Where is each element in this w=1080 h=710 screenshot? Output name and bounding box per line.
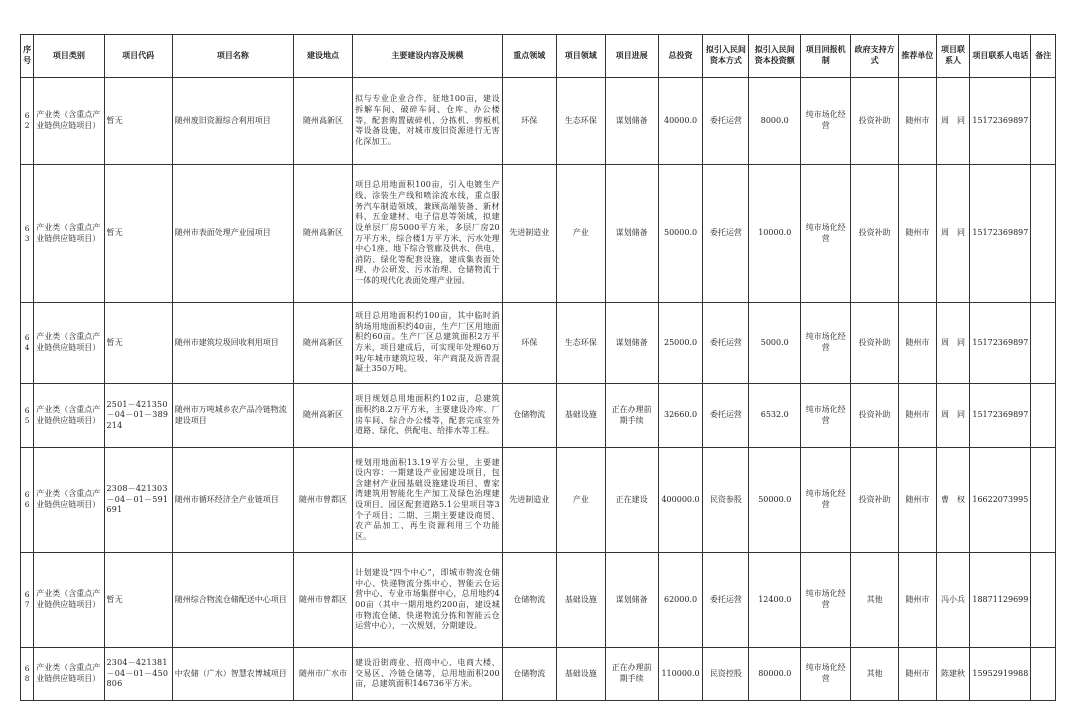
- return-mechanism-cell: 纯市场化经营: [801, 553, 851, 648]
- capital-mode-cell: 委托运营: [703, 303, 749, 384]
- category-cell: 产业类（含重点产业链供应链项目）: [34, 303, 104, 384]
- capital-amount-cell: 80000.0: [749, 648, 801, 701]
- category-cell: 产业类（含重点产业链供应链项目）: [34, 553, 104, 648]
- field-cell: 基础设施: [556, 553, 605, 648]
- table-row: [21, 384, 1056, 448]
- location-cell: 随州市曾都区: [293, 448, 352, 553]
- header-cell: 拟引入民间资本方式: [703, 35, 749, 78]
- header-row: [21, 35, 1056, 78]
- header-cell: 序号: [21, 35, 34, 78]
- total-investment-cell: 50000.0: [658, 165, 703, 303]
- header-cell: 备注: [1031, 35, 1056, 78]
- note-cell: [1031, 448, 1056, 553]
- content-cell: 建设沿街商业、招商中心、电商大楼、交易区、冷链仓储等，总用地面积200亩，总建筑面积146736平方米。: [353, 648, 503, 701]
- content-cell: 项目总用地面积约100亩，其中临时消纳场用地面积约40亩，生产厂区用地面积约60亩。生产厂区总建筑面积2万平方米，项目建成后，可实现年处理60万吨/年城市建筑垃圾、年产商混及沥青混凝土350万吨。: [353, 303, 503, 384]
- project-name-cell: 随州市表面处理产业园项目: [172, 165, 293, 303]
- row-number: 67: [21, 553, 34, 648]
- contact-cell: 周 同: [936, 384, 970, 448]
- header-cell: 主要建设内容及规模: [353, 35, 503, 78]
- header-cell: 项目领域: [556, 35, 605, 78]
- content-cell: 拟与专业企业合作，征地100亩，建设拆解车间、破碎车间、仓库、办公楼等，配套购置破碎机、分拣机、剪板机等设备设施，对城市废旧资源进行无害化深加工。: [353, 78, 503, 165]
- content-cell: 项目规划总用地面积约102亩，总建筑面积约8.2万平方米，主要建设冷库、厂房车间、综合办公楼等，配套完成室外道路、绿化、供配电、给排水等工程。: [353, 384, 503, 448]
- unit-cell: 随州市: [899, 648, 937, 701]
- code-cell: 2308－421303－04－01－591691: [104, 448, 172, 553]
- table-row: [21, 553, 1056, 648]
- unit-cell: 随州市: [899, 78, 937, 165]
- key-field-cell: 环保: [502, 78, 556, 165]
- total-investment-cell: 32660.0: [658, 384, 703, 448]
- unit-cell: 随州市: [899, 303, 937, 384]
- contact-cell: 周 同: [936, 78, 970, 165]
- phone-cell: 15172369897: [970, 78, 1031, 165]
- key-field-cell: 仓储物流: [502, 648, 556, 701]
- key-field-cell: 先进制造业: [502, 165, 556, 303]
- capital-mode-cell: 委托运营: [703, 553, 749, 648]
- header-cell: 建设地点: [293, 35, 352, 78]
- location-cell: 随州高新区: [293, 303, 352, 384]
- row-number: 68: [21, 648, 34, 701]
- key-field-cell: 仓储物流: [502, 553, 556, 648]
- capital-amount-cell: 12400.0: [749, 553, 801, 648]
- header-cell: 项目名称: [172, 35, 293, 78]
- contact-cell: 周 同: [936, 303, 970, 384]
- total-investment-cell: 40000.0: [658, 78, 703, 165]
- category-cell: 产业类（含重点产业链供应链项目）: [34, 648, 104, 701]
- header-cell: 总投资: [658, 35, 703, 78]
- progress-cell: 正在办理前期手续: [605, 384, 658, 448]
- note-cell: [1031, 553, 1056, 648]
- support-cell: 投资补助: [851, 384, 899, 448]
- capital-mode-cell: 民资控股: [703, 648, 749, 701]
- contact-cell: 周 同: [936, 165, 970, 303]
- row-number: 65: [21, 384, 34, 448]
- header-cell: 推荐单位: [899, 35, 937, 78]
- capital-mode-cell: 民资参股: [703, 448, 749, 553]
- header-cell: 项目联系人电话: [970, 35, 1031, 78]
- code-cell: 2501－421350－04－01－389214: [104, 384, 172, 448]
- category-cell: 产业类（含重点产业链供应链项目）: [34, 165, 104, 303]
- project-name-cell: 中农储（广水）智慧农博城项目: [172, 648, 293, 701]
- code-cell: 暂无: [104, 78, 172, 165]
- phone-cell: 15952919988: [970, 648, 1031, 701]
- note-cell: [1031, 165, 1056, 303]
- support-cell: 投资补助: [851, 303, 899, 384]
- progress-cell: 谋划储备: [605, 553, 658, 648]
- header-cell: 项目联系人: [936, 35, 970, 78]
- return-mechanism-cell: 纯市场化经营: [801, 78, 851, 165]
- table-row: [21, 303, 1056, 384]
- field-cell: 基础设施: [556, 384, 605, 448]
- phone-cell: 15172369897: [970, 384, 1031, 448]
- row-number: 66: [21, 448, 34, 553]
- note-cell: [1031, 303, 1056, 384]
- phone-cell: 15172369897: [970, 165, 1031, 303]
- contact-cell: 冯小兵: [936, 553, 970, 648]
- return-mechanism-cell: 纯市场化经营: [801, 303, 851, 384]
- note-cell: [1031, 78, 1056, 165]
- return-mechanism-cell: 纯市场化经营: [801, 648, 851, 701]
- capital-mode-cell: 委托运营: [703, 384, 749, 448]
- project-name-cell: 随州市建筑垃圾回收利用项目: [172, 303, 293, 384]
- code-cell: 2304－421381－04－01－450806: [104, 648, 172, 701]
- total-investment-cell: 62000.0: [658, 553, 703, 648]
- capital-amount-cell: 5000.0: [749, 303, 801, 384]
- category-cell: 产业类（含重点产业链供应链项目）: [34, 78, 104, 165]
- return-mechanism-cell: 纯市场化经营: [801, 165, 851, 303]
- table-row: [21, 648, 1056, 701]
- field-cell: 生态环保: [556, 303, 605, 384]
- header-cell: 项目类别: [34, 35, 104, 78]
- support-cell: 其他: [851, 553, 899, 648]
- progress-cell: 正在建设: [605, 448, 658, 553]
- project-name-cell: 随州市万吨城乡农产品冷链物流建设项目: [172, 384, 293, 448]
- code-cell: 暂无: [104, 303, 172, 384]
- contact-cell: 曹 权: [936, 448, 970, 553]
- field-cell: 生态环保: [556, 78, 605, 165]
- total-investment-cell: 25000.0: [658, 303, 703, 384]
- location-cell: 随州高新区: [293, 165, 352, 303]
- return-mechanism-cell: 纯市场化经营: [801, 384, 851, 448]
- progress-cell: 谋划储备: [605, 303, 658, 384]
- total-investment-cell: 110000.0: [658, 648, 703, 701]
- project-table: [20, 34, 1056, 701]
- header-cell: 政府支持方式: [851, 35, 899, 78]
- capital-amount-cell: 8000.0: [749, 78, 801, 165]
- table-row: [21, 448, 1056, 553]
- key-field-cell: 环保: [502, 303, 556, 384]
- total-investment-cell: 400000.0: [658, 448, 703, 553]
- contact-cell: 陈建秋: [936, 648, 970, 701]
- project-name-cell: 随州综合物流仓储配送中心项目: [172, 553, 293, 648]
- progress-cell: 谋划储备: [605, 165, 658, 303]
- project-name-cell: 随州市循环经济全产业链项目: [172, 448, 293, 553]
- capital-amount-cell: 6532.0: [749, 384, 801, 448]
- note-cell: [1031, 384, 1056, 448]
- location-cell: 随州市广水市: [293, 648, 352, 701]
- location-cell: 随州市曾都区: [293, 553, 352, 648]
- unit-cell: 随州市: [899, 553, 937, 648]
- capital-amount-cell: 10000.0: [749, 165, 801, 303]
- capital-mode-cell: 委托运营: [703, 165, 749, 303]
- phone-cell: 16622073995: [970, 448, 1031, 553]
- progress-cell: 谋划储备: [605, 78, 658, 165]
- location-cell: 随州高新区: [293, 78, 352, 165]
- header-cell: 项目代码: [104, 35, 172, 78]
- progress-cell: 正在办理前期手续: [605, 648, 658, 701]
- capital-amount-cell: 50000.0: [749, 448, 801, 553]
- field-cell: 基础设施: [556, 648, 605, 701]
- key-field-cell: 仓储物流: [502, 384, 556, 448]
- category-cell: 产业类（含重点产业链供应链项目）: [34, 448, 104, 553]
- field-cell: 产业: [556, 165, 605, 303]
- unit-cell: 随州市: [899, 165, 937, 303]
- code-cell: 暂无: [104, 165, 172, 303]
- support-cell: 投资补助: [851, 165, 899, 303]
- row-number: 63: [21, 165, 34, 303]
- key-field-cell: 先进制造业: [502, 448, 556, 553]
- support-cell: 其他: [851, 648, 899, 701]
- field-cell: 产业: [556, 448, 605, 553]
- table-row: [21, 165, 1056, 303]
- category-cell: 产业类（含重点产业链供应链项目）: [34, 384, 104, 448]
- note-cell: [1031, 648, 1056, 701]
- code-cell: 暂无: [104, 553, 172, 648]
- return-mechanism-cell: 纯市场化经营: [801, 448, 851, 553]
- header-cell: 项目进展: [605, 35, 658, 78]
- content-cell: 规划用地面积13.19平方公里，主要建设内容：一期建设产业园建设项目，包含建材产业园基础设施建设项目、曹家湾建筑用智能化生产加工及绿色治理建设项目、园区配套道路5.1公里项目等3个子项目；二期、三期主要建设商贸、农产品加工、再生资源利用三个功能区。: [353, 448, 503, 553]
- phone-cell: 18871129699: [970, 553, 1031, 648]
- unit-cell: 随州市: [899, 384, 937, 448]
- row-number: 62: [21, 78, 34, 165]
- support-cell: 投资补助: [851, 78, 899, 165]
- unit-cell: 随州市: [899, 448, 937, 553]
- support-cell: 投资补助: [851, 448, 899, 553]
- content-cell: 计划建设“四个中心”，即城市物流仓储中心、快递物流分拣中心、智能云仓运营中心、专业市场集群中心，总用地约400亩（其中一期用地约200亩，建设城市物流仓储、快递物流分拣和智能云仓运营中心），一次规划，分期建设。: [353, 553, 503, 648]
- row-number: 64: [21, 303, 34, 384]
- table-row: [21, 78, 1056, 165]
- phone-cell: 15172369897: [970, 303, 1031, 384]
- header-cell: 拟引入民间资本投资额: [749, 35, 801, 78]
- project-name-cell: 随州废旧资源综合利用项目: [172, 78, 293, 165]
- content-cell: 项目总用地面积100亩，引入电镀生产线、涂装生产线和喷涂流水线，重点服务汽车制造领域，兼顾高端装备、新材料、五金建材、电子信息等领域，拟建设单层厂房5000平方米，多层厂房20万平方米，综合楼1万平方米、污水处理中心1座、地下综合管廊及供水、供电、消防、绿化等配套设施，建成集表面处理、办公研发、污水治理、仓储物流于一体的现代化表面处理产业园。: [353, 165, 503, 303]
- location-cell: 随州高新区: [293, 384, 352, 448]
- header-cell: 项目回报机制: [801, 35, 851, 78]
- header-cell: 重点领域: [502, 35, 556, 78]
- capital-mode-cell: 委托运营: [703, 78, 749, 165]
